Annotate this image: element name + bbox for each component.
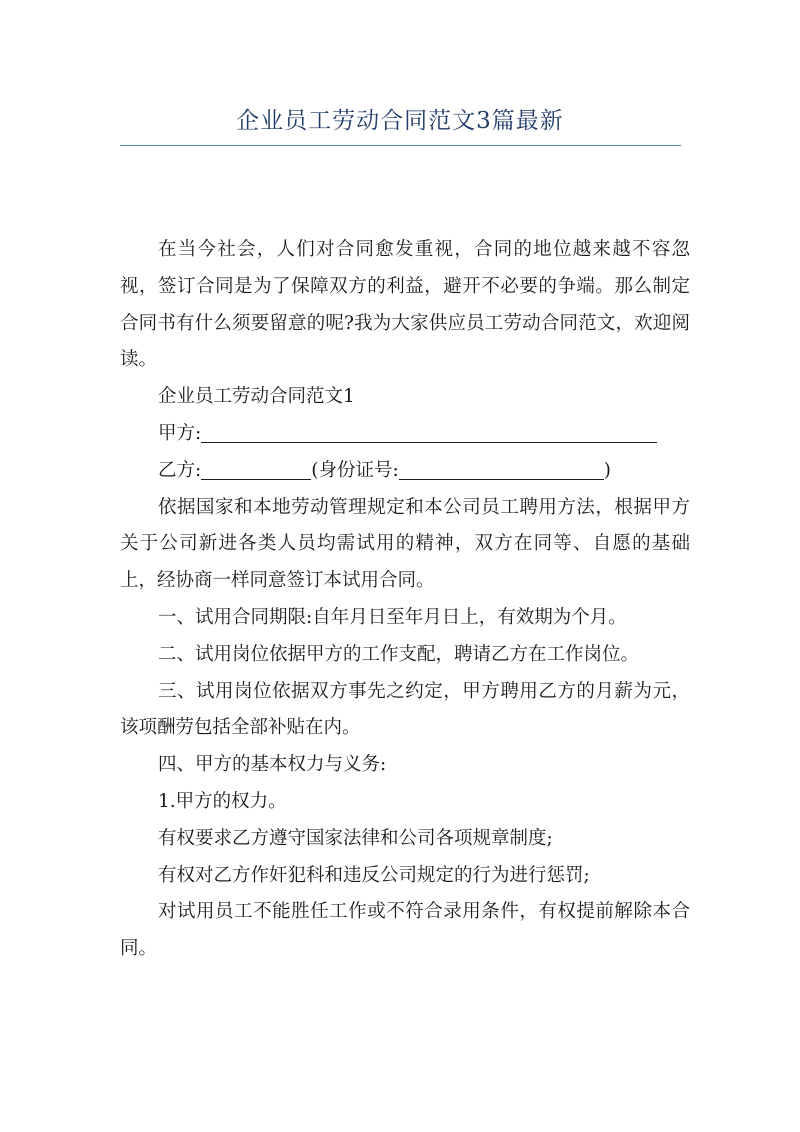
right-item-2: 有权对乙方作奸犯科和违反公司规定的行为进行惩罚; [158, 864, 590, 886]
party-a-label: 甲方: [158, 422, 202, 444]
party-a-line [120, 416, 690, 453]
party-b-blank [201, 457, 311, 480]
right-item-1: 有权要求乙方遵守国家法律和公司各项规章制度; [158, 827, 553, 849]
party-a-blank [201, 420, 657, 443]
clause-2: 二、试用岗位依据甲方的工作支配，聘请乙方在工作岗位。 [158, 643, 640, 665]
clause-1: 一、试用合同期限:自年月日至年月日上，有效期为个月。 [158, 606, 627, 628]
id-number-label: (身份证号: [311, 459, 399, 481]
contract-heading: 企业员工劳动合同范文1 [158, 386, 355, 408]
basis-paragraph: 依据国家和本地劳动管理规定和本公司员工聘用方法，根据甲方关于公司新进各类人员均需试用的精神，双方在同等、自愿的基础上，经协商一样同意签订本试用合同。 [120, 496, 690, 592]
title-underline [120, 145, 681, 146]
clause-4-1: 1.甲方的权力。 [158, 790, 287, 812]
intro-paragraph: 在当今社会，人们对合同愈发重视，合同的地位越来越不容忽视，签订合同是为了保障双方的利益，避开不必要的争端。那么制定合同书有什么须要留意的呢?我为大家供应员工劳动合同范文，欢迎阅读。 [120, 239, 690, 371]
party-b-label: 乙方: [158, 459, 202, 481]
right-item-3: 对试用员工不能胜任工作或不符合录用条件，有权提前解除本合同。 [120, 901, 690, 960]
clause-4: 四、甲方的基本权力与义务: [158, 754, 387, 776]
document-title: 企业员工劳动合同范文3篇最新 [236, 108, 564, 134]
id-number-close: ) [603, 459, 611, 481]
id-number-blank [399, 457, 604, 480]
document-body [120, 232, 690, 968]
clause-3: 三、试用岗位依据双方事先之约定，甲方聘用乙方的月薪为元，该项酬劳包括全部补贴在内。 [120, 680, 690, 739]
party-b-line [120, 453, 690, 490]
